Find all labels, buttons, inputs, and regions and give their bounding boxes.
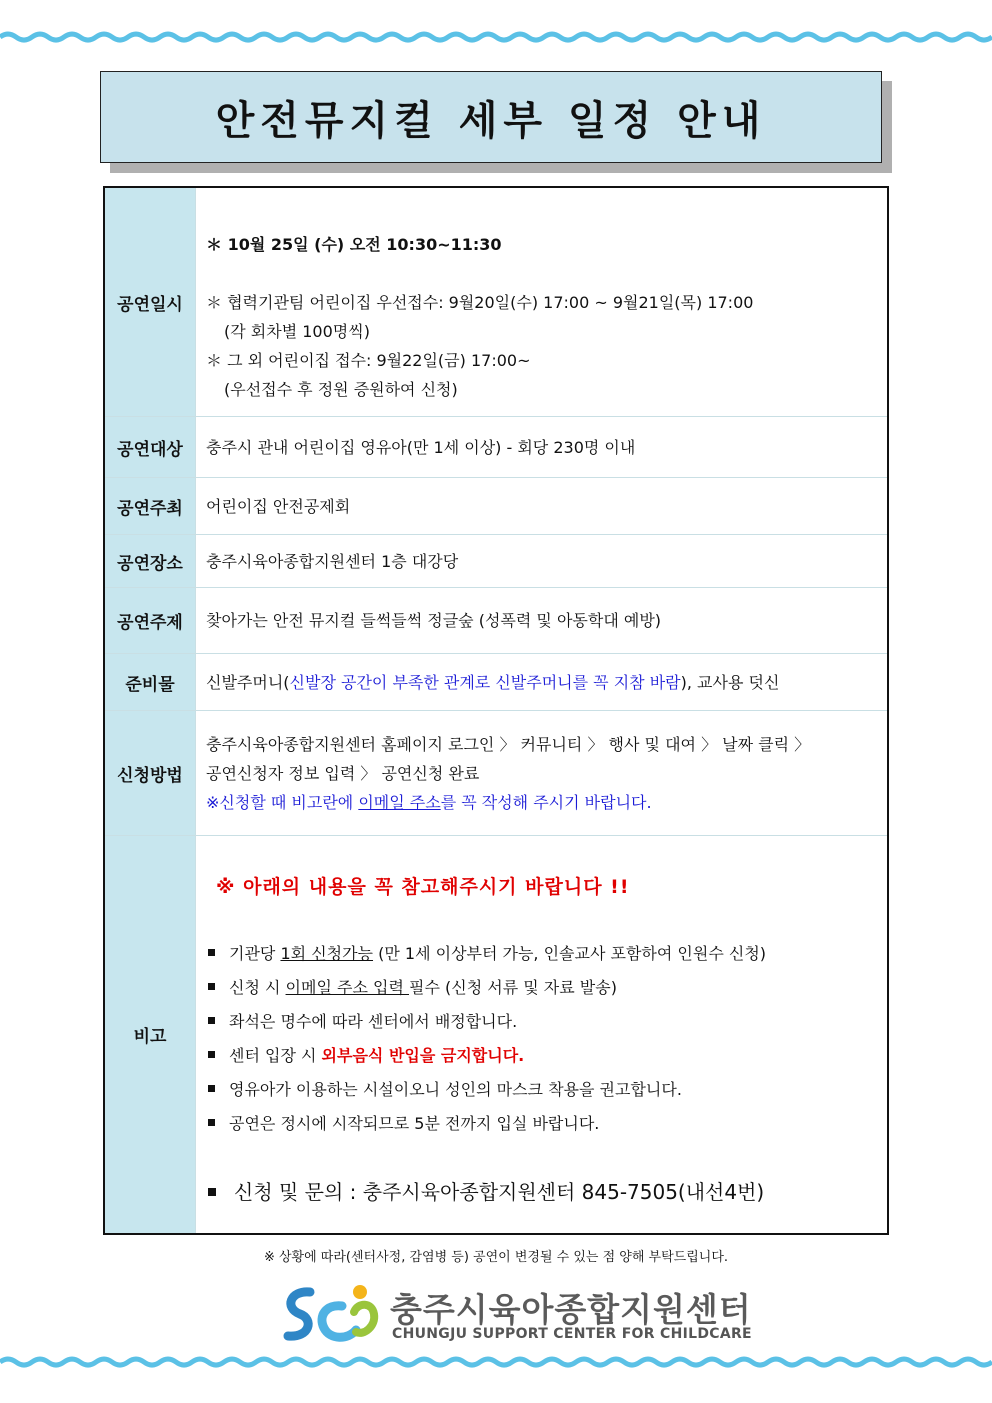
row-apply — [105, 711, 887, 836]
content-remarks — [196, 836, 887, 1233]
bullet-square-icon — [208, 1085, 215, 1092]
label-date: 공연일시 — [105, 188, 196, 416]
list-item: 기관당 1회 신청가능 (만 1세 이상부터 가능, 인솔교사 포함하여 인원수 신청) — [208, 937, 766, 971]
center-logo — [280, 1282, 750, 1352]
content-date — [196, 188, 887, 416]
label-venue: 공연장소 — [105, 535, 196, 587]
content-target: 충주시 관내 어린이집 영유아(만 1세 이상) - 회당 230명 이내 — [206, 437, 636, 457]
list-item: 공연은 정시에 시작되므로 5분 전까지 입실 바랍니다. — [208, 1107, 766, 1141]
prep-note: 신발장 공간이 부족한 관계로 신발주머니를 꼭 지참 바람 — [289, 672, 681, 692]
center-logo-subtitle: CHUNGJU SUPPORT CENTER FOR CHILDCARE — [392, 1326, 752, 1342]
apply-note: ※신청할 때 비고란에 이메일 주소를 꼭 작성해 주시기 바랍니다. — [206, 792, 652, 812]
remarks-list — [208, 937, 766, 1141]
contact-info: 신청 및 문의 : 충주시육아종합지원센터 845-7505(내선4번) — [208, 1176, 764, 1205]
label-prep: 준비물 — [105, 654, 196, 710]
top-wave-border — [0, 30, 992, 44]
bullet-square-icon — [208, 1017, 215, 1024]
content-host: 어린이집 안전공제회 — [206, 496, 351, 516]
date-general-note: (우선접수 후 정원 증원하여 신청) — [224, 380, 458, 399]
center-logo-icon — [280, 1282, 380, 1347]
list-item: 좌석은 명수에 따라 센터에서 배정합니다. — [208, 1005, 766, 1039]
bullet-square-icon — [208, 1188, 216, 1196]
remarks-heading: ※ 아래의 내용을 꼭 참고해주시기 바랍니다 !! — [216, 876, 630, 898]
row-theme — [105, 588, 887, 654]
center-logo-name: 충주시육아종합지원센터 — [390, 1290, 752, 1329]
bullet-square-icon — [208, 1119, 215, 1126]
row-remarks — [105, 836, 887, 1233]
content-apply: 충주시육아종합지원센터 홈페이지 로그인 〉 커뮤니티 〉 행사 및 대여 〉 날짜 클릭 〉 공연신청자 정보 입력 〉 공연신청 완료 ※신청할 때 비고란에 이메일 주소를 꼭 작성해 주시기 바랍니다. — [196, 711, 887, 835]
bullet-square-icon — [208, 949, 215, 956]
row-host — [105, 478, 887, 535]
bullet-square-icon — [208, 983, 215, 990]
date-priority: ＊ 협력기관팀 어린이집 우선접수: 9월20일(수) 17:00 ~ 9월21일(목) 17:00 — [206, 293, 754, 312]
date-main: ＊ 10월 25일 (수) 오전 10:30~11:30 — [206, 235, 502, 254]
row-venue — [105, 535, 887, 588]
label-remarks: 비고 — [105, 836, 196, 1233]
content-prep: 신발주머니(신발장 공간이 부족한 관계로 신발주머니를 꼭 지참 바람), 교사용 덧신 — [206, 672, 780, 692]
label-target: 공연대상 — [105, 417, 196, 477]
label-apply: 신청방법 — [105, 711, 196, 835]
bottom-wave-border — [0, 1355, 992, 1369]
date-general: ＊ 그 외 어린이집 접수: 9월22일(금) 17:00~ — [206, 351, 531, 370]
footnote: ※ 상황에 따라(센터사정, 감염병 등) 공연이 변경될 수 있는 점 양해 부탁드립니다. — [263, 1250, 729, 1265]
page-title: 안전뮤지컬 세부 일정 안내 — [215, 97, 767, 144]
schedule-table — [103, 186, 889, 1235]
title-box — [100, 71, 882, 163]
row-date — [105, 188, 887, 417]
content-theme: 찾아가는 안전 뮤지컬 들썩들썩 정글숲 (성폭력 및 아동학대 예방) — [206, 611, 662, 630]
list-item: 센터 입장 시 외부음식 반입을 금지합니다. — [208, 1039, 766, 1073]
row-target — [105, 417, 887, 478]
date-priority-note: (각 회차별 100명씩) — [224, 322, 370, 341]
content-venue: 충주시육아종합지원센터 1층 대강당 — [206, 551, 459, 571]
title-banner — [100, 71, 882, 163]
row-prep — [105, 654, 887, 711]
bullet-square-icon — [208, 1051, 215, 1058]
list-item: 신청 시 이메일 주소 입력 필수 (신청 서류 및 자료 발송) — [208, 971, 766, 1005]
list-item: 영유아가 이용하는 시설이오니 성인의 마스크 착용을 권고합니다. — [208, 1073, 766, 1107]
label-host: 공연주최 — [105, 478, 196, 534]
label-theme: 공연주제 — [105, 588, 196, 653]
